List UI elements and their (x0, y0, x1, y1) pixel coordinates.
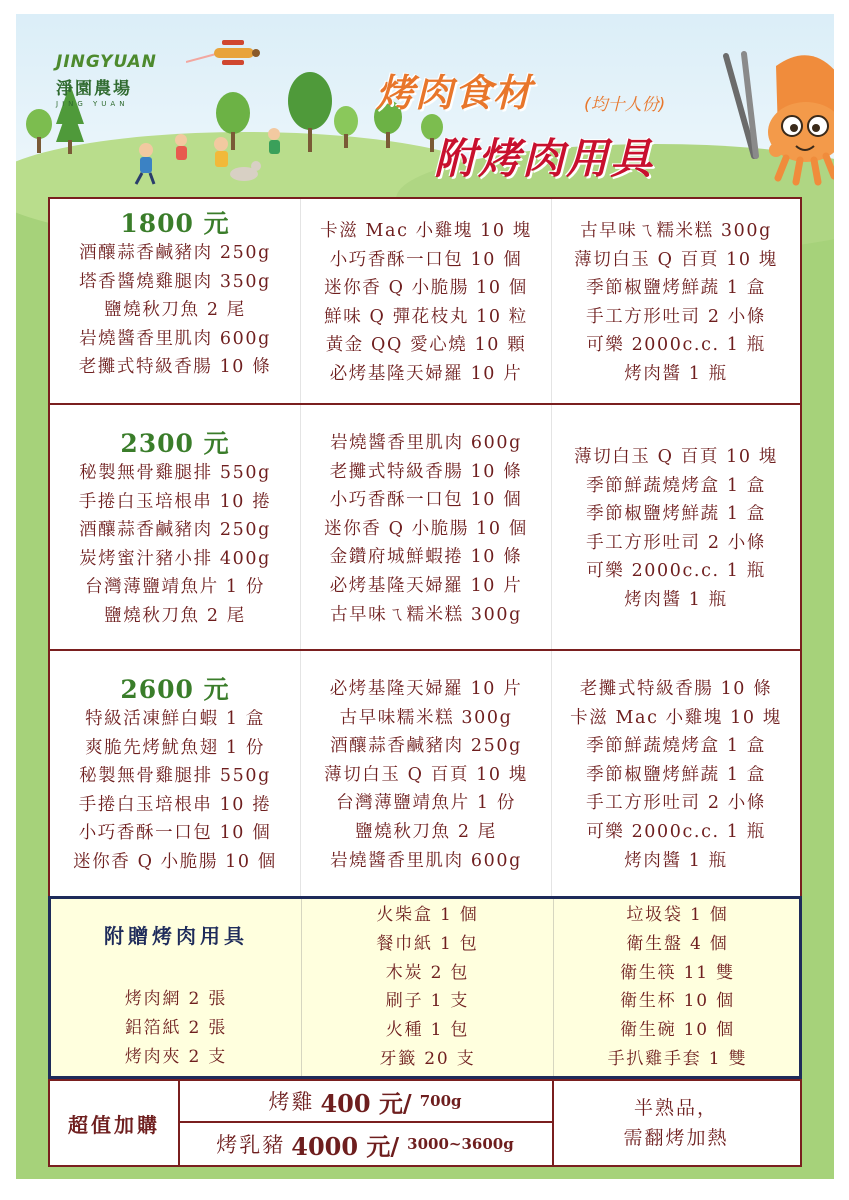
logo-subtitle: JING YUAN (56, 100, 129, 108)
menu-item: 烤肉醬 1 瓶 (624, 363, 728, 384)
menu-item: 鮮味 Q 彈花枝丸 10 粒 (324, 306, 528, 327)
gift-item: 牙籤 20 支 (379, 1048, 476, 1069)
gift-section (48, 896, 802, 1079)
menu-item: 秘製無骨雞腿排 550g (79, 463, 271, 483)
logo-english: JINGYUAN (56, 52, 157, 72)
menu-item: 手工方形吐司 2 小條 (586, 793, 766, 814)
addon-note-line: 半熟品， (633, 1097, 718, 1119)
menu-item: 黃金 QQ 愛心燒 10 顆 (325, 335, 527, 356)
menu-item: 必烤基隆天婦羅 10 片 (329, 575, 523, 596)
menu-item: 古早味ㄟ糯米糕 300g (330, 604, 522, 625)
menu-item: 必烤基隆天婦羅 10 片 (329, 363, 523, 384)
menu-item: 古早味糯米糕 300g (339, 707, 513, 728)
addon-item-weight: 700g (419, 1092, 462, 1110)
logo-chinese: 淨園農場 (56, 79, 132, 99)
menu-item: 秘製無骨雞腿排 550g (79, 766, 271, 787)
menu-item: 老攤式特級香腸 10 條 (329, 461, 523, 482)
addon-item-name: 烤雞 (268, 1090, 315, 1114)
menu-item: 老攤式特級香腸 10 條 (78, 357, 272, 378)
menu-item: 迷你香 Q 小脆腸 10 個 (73, 851, 277, 872)
menu-item: 小巧香酥一口包 10 個 (329, 490, 523, 511)
menu-board (48, 197, 802, 1167)
gift-item: 餐巾紙 1 包 (376, 933, 479, 954)
gift-item: 衛生碗 10 個 (620, 1020, 735, 1041)
menu-item: 薄切白玉 Q 百頁 10 塊 (574, 447, 778, 467)
title-second: 附烤肉用具 (434, 134, 655, 183)
menu-item: 小巧香酥一口包 10 個 (329, 249, 523, 270)
package-column (300, 405, 552, 649)
menu-item: 台灣薄鹽靖魚片 1 份 (336, 793, 516, 814)
menu-item: 可樂 2000c.c. 1 瓶 (586, 821, 766, 842)
menu-item: 炭烤蜜汁豬小排 400g (79, 548, 271, 569)
menu-item: 季節椒鹽烤鮮蔬 1 盒 (586, 504, 766, 525)
menu-item: 迷你香 Q 小脆腸 10 個 (324, 278, 528, 299)
gift-item: 衛生杯 10 個 (620, 991, 735, 1012)
addon-item-chicken (178, 1081, 552, 1123)
menu-item: 鹽燒秋刀魚 2 尾 (355, 821, 497, 842)
menu-item: 岩燒醬香里肌肉 600g (79, 328, 271, 349)
gift-item: 烤肉網 2 張 (124, 989, 228, 1009)
package-section (48, 403, 802, 651)
addon-label: 超值加購 (50, 1081, 180, 1165)
grill-tongs-icon (726, 54, 756, 156)
package-column (300, 199, 552, 403)
menu-item: 烤肉醬 1 瓶 (624, 850, 728, 871)
gift-item: 烤肉夾 2 支 (124, 1046, 228, 1067)
gift-item: 木炭 2 包 (385, 962, 470, 983)
package-column (50, 405, 300, 649)
menu-item: 手捲白玉培根串 10 捲 (78, 794, 272, 815)
menu-item: 可樂 2000c.c. 1 瓶 (586, 561, 766, 582)
menu-item: 可樂 2000c.c. 1 瓶 (586, 335, 766, 356)
gift-column (553, 899, 801, 1076)
gift-item: 垃圾袋 1 個 (626, 905, 729, 925)
menu-item: 烤肉醬 1 瓶 (624, 589, 728, 610)
children-playing-illustration (126, 122, 296, 192)
package-column (300, 651, 552, 896)
menu-item: 古早味ㄟ糯米糕 300g (580, 221, 772, 241)
package-column (552, 199, 800, 403)
menu-item: 小巧香酥一口包 10 個 (78, 823, 272, 844)
menu-item: 爽脆先烤魷魚翅 1 份 (85, 737, 265, 758)
gift-item: 手扒雞手套 1 雙 (607, 1048, 748, 1069)
menu-item: 老攤式特級香腸 10 條 (579, 679, 773, 699)
menu-item: 季節椒鹽烤鮮蔬 1 盒 (586, 764, 766, 785)
menu-item: 季節鮮蔬燒烤盒 1 盒 (586, 736, 766, 757)
package-column (552, 405, 800, 649)
title-note: (均十人份) (584, 95, 666, 115)
logo (56, 52, 166, 122)
gift-title: 附贈烤肉用具 (104, 924, 248, 948)
menu-item: 薄切白玉 Q 百頁 10 塊 (574, 249, 778, 270)
menu-item: 台灣薄鹽靖魚片 1 份 (85, 577, 265, 598)
addon-note-line: 需翻烤加熱 (623, 1127, 729, 1149)
menu-item: 塔香醬燒雞腿肉 350g (79, 271, 271, 292)
menu-item: 酒釀蒜香鹹豬肉 250g (330, 736, 522, 757)
addon-section (48, 1079, 802, 1167)
package-price: 1800 元 (120, 209, 230, 238)
package-column (552, 651, 800, 896)
menu-item: 金鑽府城鮮蝦捲 10 條 (329, 547, 523, 568)
package-column (50, 199, 300, 403)
gift-item: 火柴盒 1 個 (376, 905, 479, 925)
squid-mascot-icon (716, 46, 834, 186)
addon-note (552, 1081, 800, 1165)
menu-item: 季節鮮蔬燒烤盒 1 盒 (586, 475, 766, 496)
menu-item: 手捲白玉培根串 10 捲 (78, 491, 272, 512)
menu-item: 特級活凍鮮白蝦 1 盒 (85, 709, 265, 729)
menu-item: 卡滋 Mac 小雞塊 10 塊 (320, 221, 532, 241)
menu-item: 薄切白玉 Q 百頁 10 塊 (324, 764, 528, 785)
gift-item: 衛生盤 4 個 (626, 933, 729, 954)
gift-item: 衛生筷 11 雙 (620, 962, 735, 983)
addon-item-price: 400 元/ (320, 1088, 412, 1118)
title-main: 烤肉食材 (376, 71, 533, 115)
package-column (50, 651, 300, 896)
gift-item: 火種 1 包 (385, 1020, 470, 1041)
menu-item: 卡滋 Mac 小雞塊 10 塊 (570, 707, 782, 728)
menu-item: 酒釀蒜香鹹豬肉 250g (79, 243, 271, 263)
package-price: 2300 元 (120, 429, 230, 458)
addon-item-name: 烤乳豬 (216, 1133, 286, 1157)
menu-item: 鹽燒秋刀魚 2 尾 (104, 300, 246, 321)
poster-frame (16, 14, 834, 1179)
menu-item: 必烤基隆天婦羅 10 片 (329, 679, 523, 699)
package-section (48, 197, 802, 405)
menu-item: 鹽燒秋刀魚 2 尾 (104, 605, 246, 626)
menu-item: 手工方形吐司 2 小條 (586, 306, 766, 327)
addon-item-pig (178, 1123, 552, 1165)
menu-item: 酒釀蒜香鹹豬肉 250g (79, 520, 271, 541)
menu-item: 迷你香 Q 小脆腸 10 個 (324, 518, 528, 539)
addon-item-price: 4000 元/ (291, 1131, 400, 1161)
menu-item: 岩燒醬香里肌肉 600g (330, 850, 522, 871)
airplane-icon (186, 36, 266, 72)
package-section (48, 649, 802, 898)
gift-column (301, 899, 553, 1076)
addon-items (178, 1081, 554, 1165)
gift-item: 鋁箔紙 2 張 (124, 1017, 228, 1038)
gift-column (51, 899, 301, 1076)
package-price: 2600 元 (120, 675, 230, 704)
gift-item: 刷子 1 支 (385, 991, 470, 1012)
menu-item: 岩燒醬香里肌肉 600g (330, 433, 522, 453)
menu-item: 手工方形吐司 2 小條 (586, 532, 766, 553)
addon-item-weight: 3000~3600g (407, 1135, 514, 1153)
menu-item: 季節椒鹽烤鮮蔬 1 盒 (586, 278, 766, 299)
